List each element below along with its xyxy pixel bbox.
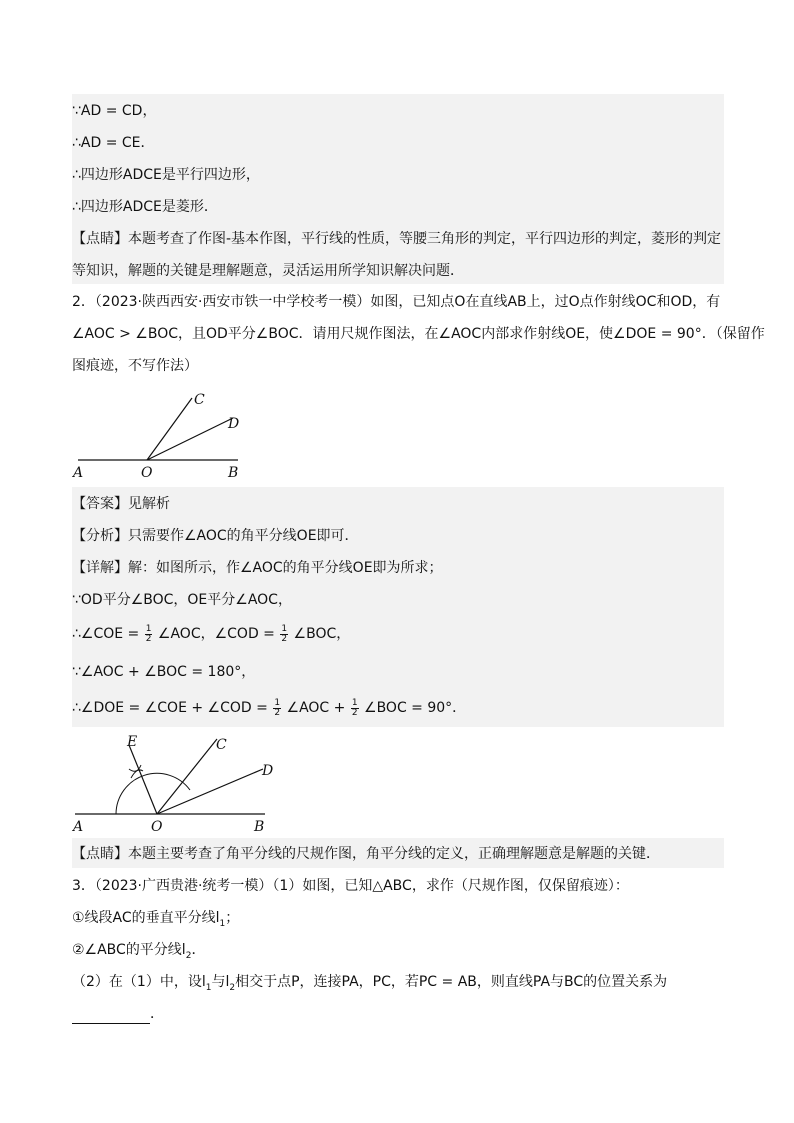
proof-line xyxy=(72,698,466,718)
answer-blank[interactable] xyxy=(72,1009,150,1024)
answer-blank-line xyxy=(72,1004,164,1024)
item-end: ． xyxy=(191,942,206,958)
proof-segment: ∠BOC = 90°． xyxy=(364,700,467,716)
proof-line xyxy=(72,624,350,644)
text-segment: 与l xyxy=(211,974,230,990)
text-segment: 相交于点P，连接PA，PC，若PC = AB，则直线PA与BC的位置关系为 xyxy=(235,974,668,990)
question-3-item xyxy=(72,940,205,966)
proof-segment: ∠BOC， xyxy=(293,626,351,642)
subscript: 1 xyxy=(205,982,212,993)
label-d: D xyxy=(228,416,240,432)
half-fraction xyxy=(280,625,288,644)
label-c: C xyxy=(216,737,227,753)
denominator: 2 xyxy=(274,707,281,718)
proof-line: ∴四边形ADCE是平行四边形， xyxy=(72,167,260,183)
ray-od xyxy=(157,769,263,814)
numerator: 1 xyxy=(145,623,152,634)
label-e: E xyxy=(127,734,138,750)
comment-text: 【点睛】本题考查了作图-基本作图，平行线的性质，等腰三角形的判定，平行四边形的判定，菱形的判定 xyxy=(72,231,722,247)
label-c: C xyxy=(194,392,205,408)
proof-line: ∵∠AOC + ∠BOC = 180°， xyxy=(72,664,256,680)
question-3-text: 3．（2023·广西贵港·统考一模）（1）如图，已知△ABC，求作（尺规作图，仅保留痕迹）： xyxy=(72,878,629,894)
question-2-text: ∠AOC > ∠BOC，且OD平分∠BOC．请用尺规作图法，在∠AOC内部求作射线OE，使∠DOE = 90°．（保留作 xyxy=(72,326,765,342)
question-2-text: 图痕迹，不写作法） xyxy=(72,358,198,374)
proof-segment: ∠AOC + xyxy=(286,700,346,716)
denominator: 2 xyxy=(281,633,288,644)
label-b: B xyxy=(228,465,239,481)
label-a: A xyxy=(73,819,84,835)
ray-oe xyxy=(129,745,157,814)
item-end: ； xyxy=(225,910,240,926)
item-text: ①线段AC的垂直平分线l xyxy=(72,910,220,926)
label-o: O xyxy=(141,465,153,481)
proof-line: ∴四边形ADCE是菱形． xyxy=(72,199,218,215)
construction-arc xyxy=(116,773,190,814)
half-fraction xyxy=(351,699,359,718)
denominator: 2 xyxy=(145,633,152,644)
question-3-text xyxy=(72,972,667,998)
detail-text: 【详解】解：如图所示，作∠AOC的角平分线OE即为所求； xyxy=(72,560,443,576)
numerator: 1 xyxy=(274,697,281,708)
comment-text: 等知识，解题的关键是理解题意，灵活运用所学知识解决问题． xyxy=(72,263,464,279)
subscript: 1 xyxy=(219,918,226,929)
subscript: 2 xyxy=(229,982,236,993)
denominator: 2 xyxy=(351,707,358,718)
item-text: ②∠ABC的平分线l xyxy=(72,942,186,958)
proof-segment: ∠AOC，∠COD = xyxy=(157,626,275,642)
ray-od xyxy=(147,418,233,460)
text-segment: （2）在（1）中，设l xyxy=(72,974,206,990)
label-b: B xyxy=(254,819,265,835)
half-fraction xyxy=(145,625,153,644)
angle-figure-1 xyxy=(70,384,270,484)
label-a: A xyxy=(73,465,84,481)
subscript: 2 xyxy=(185,950,192,961)
proof-line: ∵OD平分∠BOC，OE平分∠AOC， xyxy=(72,592,292,608)
label-o: O xyxy=(151,819,163,835)
proof-segment: ∴∠COE = xyxy=(72,626,140,642)
numerator: 1 xyxy=(281,623,288,634)
proof-segment: ∴∠DOE = ∠COE + ∠COD = xyxy=(72,700,268,716)
ray-oc xyxy=(157,739,217,814)
analysis-text: 【分析】只需要作∠AOC的角平分线OE即可． xyxy=(72,528,359,544)
question-2-text: 2．（2023·陕西西安·西安市铁一中学校考一模）如图，已知点O在直线AB上，过O点作射线OC和OD，有 xyxy=(72,294,721,310)
solution-shade-top xyxy=(72,94,724,284)
label-d: D xyxy=(262,763,274,779)
comment-text: 【点睛】本题主要考查了角平分线的尺规作图，角平分线的定义，正确理解题意是解题的关键． xyxy=(72,846,660,862)
question-3-item xyxy=(72,908,239,934)
text-segment: ． xyxy=(150,1006,164,1022)
proof-line: ∵AD = CD， xyxy=(72,103,157,119)
numerator: 1 xyxy=(351,697,358,708)
answer-text: 【答案】见解析 xyxy=(72,496,170,512)
proof-line: ∴AD = CE． xyxy=(72,135,155,151)
ray-oc xyxy=(147,398,192,460)
angle-figure-2 xyxy=(71,731,275,835)
half-fraction xyxy=(273,699,281,718)
